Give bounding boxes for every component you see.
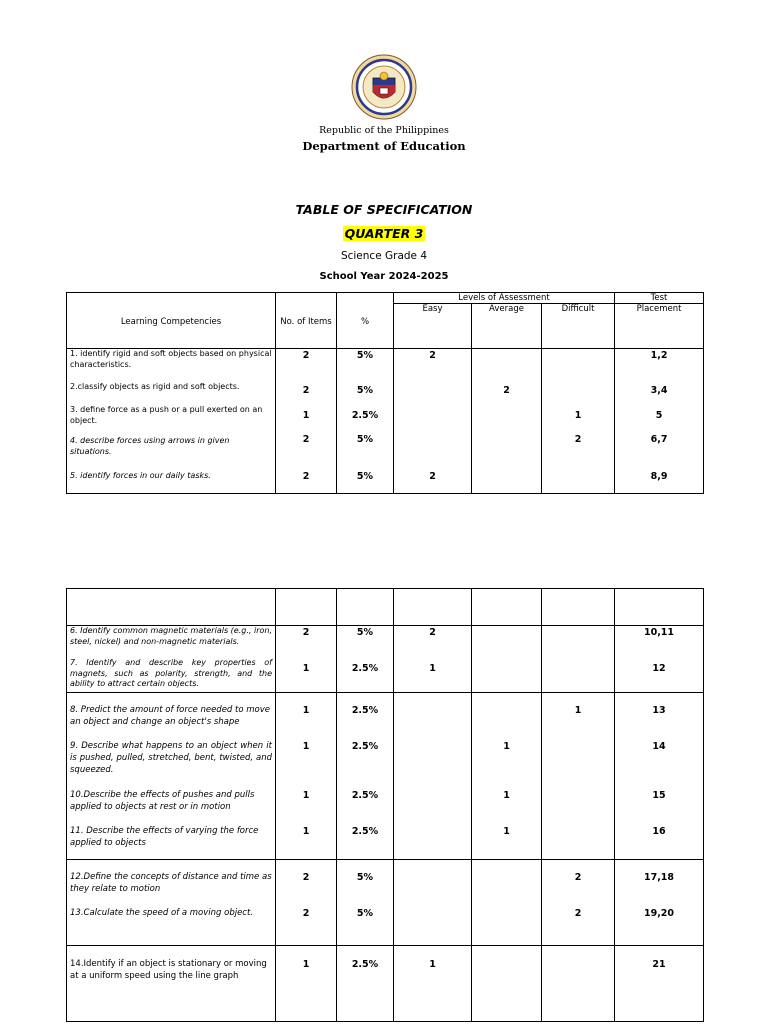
average-cell: 2	[472, 349, 542, 494]
header-placement: Placement	[615, 304, 704, 349]
competency-cell: 1. identify rigid and soft objects based on physical characteristics. 2.classify objects as rigid and soft objects. 3. define force as a push or a pull exerted on an object. 4. describe forces using arrows in given situations. 5. identify forces in our daily tasks.	[67, 349, 276, 494]
table-row: 6. Identify common magnetic materials (e.g., iron, steel, nickel) and non-magnetic materials. 7. Identify and describe key properties of magnets, such as polarity, strength, and the ability to attract certain objects. 2 1 5% 2.5% 2 1 10,11 12	[67, 626, 704, 693]
header-average: Average	[472, 304, 542, 349]
header-levels: Levels of Assessment	[394, 293, 615, 304]
school-year-label: School Year 2024-2025	[319, 271, 449, 282]
republic-label: Republic of the Philippines	[319, 125, 449, 136]
items-cell: 2 2 1 2 2	[276, 349, 337, 494]
header-test: Test	[615, 293, 704, 304]
header-competencies: Learning Competencies	[67, 293, 276, 349]
specification-table-page2	[66, 588, 704, 1022]
table-row: 14.Identify if an object is stationary or moving at a uniform speed using the line graph 1 2.5% 1 21	[67, 946, 704, 1022]
deped-seal	[351, 54, 417, 120]
table-row	[67, 349, 704, 494]
header-items: No. of Items	[276, 293, 337, 349]
subject-label: Science Grade 4	[340, 250, 428, 262]
table-row: 8. Predict the amount of force needed to move an object and change an object's shape 9. Describe what happens to an object when it is pushed, pulled, stretched, bent, twisted, and squeezed. 10.Describe the effects of pushes and pulls applied to objects at rest or in motion 11. Describe the effects of varying the force applied to objects 1 1 1 1 2.5% 2.5% 2.5% 2.5% 1 1 1 1 13 14 15 16	[67, 693, 704, 860]
header-difficult: Difficult	[542, 304, 615, 349]
difficult-cell: 1 2	[542, 349, 615, 494]
specification-table-page1	[66, 292, 704, 494]
percent-cell: 5% 5% 2.5% 5% 5%	[337, 349, 394, 494]
department-label: Department of Education	[302, 139, 466, 153]
easy-cell: 2 2	[394, 349, 472, 494]
document-title: TABLE OF SPECIFICATION	[295, 202, 473, 217]
quarter-label: QUARTER 3	[344, 226, 424, 241]
placement-cell: 1,2 3,4 5 6,7 8,9	[615, 349, 704, 494]
table-header-row-blank	[67, 589, 704, 626]
table-row: 12.Define the concepts of distance and time as they relate to motion 13.Calculate the speed of a moving object. 2 2 5% 5% 2 2 17,18 19,20	[67, 860, 704, 946]
header-easy: Easy	[394, 304, 472, 349]
header-percent: %	[337, 293, 394, 349]
